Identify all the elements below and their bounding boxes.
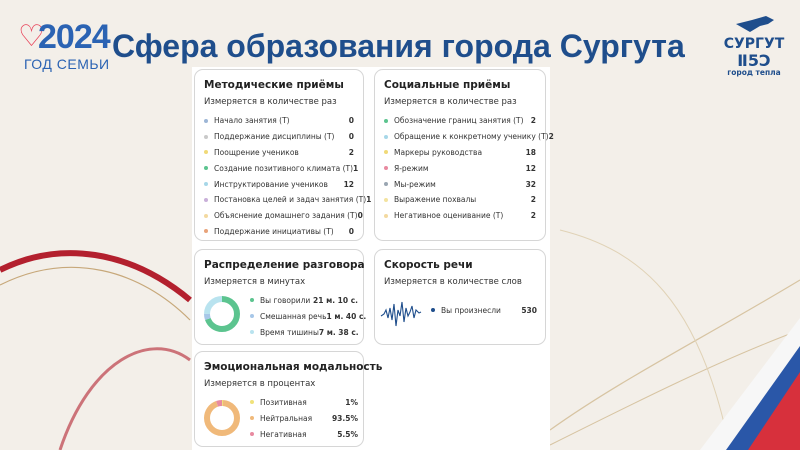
- item-label: Негативная: [260, 429, 307, 439]
- legend-dot: [384, 119, 388, 123]
- legend-dot: [250, 400, 254, 404]
- surgut-emblem-icon: [722, 14, 786, 70]
- dashboard-panel: [192, 67, 554, 450]
- list-item: [384, 176, 536, 192]
- card-title: Социальные приёмы: [384, 79, 511, 91]
- list-item: [384, 192, 536, 208]
- emotional-modality-card: [194, 351, 383, 447]
- speed-legend: [431, 302, 537, 318]
- list-item: [384, 113, 536, 129]
- item-value: 2: [530, 195, 536, 205]
- legend-dot: [384, 182, 388, 186]
- emotion-segment: [207, 403, 237, 433]
- item-label: Маркеры руководства: [394, 147, 483, 157]
- list-item: [204, 113, 354, 129]
- card-subtitle: Измеряется в минутах: [204, 277, 306, 287]
- list-item: [204, 176, 354, 192]
- legend-item: [250, 410, 358, 426]
- social-list: [384, 113, 554, 224]
- legend-dot: [250, 298, 254, 302]
- item-label: Время тишины: [260, 327, 319, 337]
- item-label: Поддержание дисциплины (Т): [214, 132, 335, 142]
- item-label: Вы говорили: [260, 295, 311, 305]
- svg-text:Ⅱ5Ɔ: Ⅱ5Ɔ: [737, 51, 771, 70]
- legend-dot: [204, 182, 208, 186]
- card-subtitle: Измеряется в процентах: [204, 379, 316, 389]
- card-title: Скорость речи: [384, 259, 473, 271]
- item-label: Позитивная: [260, 397, 307, 407]
- logo-year: 2024: [38, 18, 110, 56]
- item-value: 93.5%: [331, 413, 358, 423]
- legend-dot: [384, 135, 388, 139]
- legend-item: [250, 426, 358, 442]
- item-value: 12: [525, 163, 536, 173]
- card-subtitle: Измеряется в количестве раз: [204, 97, 337, 107]
- item-value: 530: [521, 305, 537, 315]
- city-logo: [722, 14, 786, 78]
- legend-dot: [384, 150, 388, 154]
- card-title: Распределение разговора: [204, 259, 365, 271]
- item-label: Обращение к конкретному ученику (Т): [394, 132, 549, 142]
- list-item: [384, 160, 536, 176]
- heart-icon: ♡: [18, 19, 45, 54]
- item-value: 2: [530, 116, 536, 126]
- list-item: [204, 192, 372, 208]
- item-value: 12: [343, 179, 354, 189]
- legend-dot: [250, 432, 254, 436]
- legend-dot: [250, 314, 254, 318]
- item-label: Смешанная речь: [260, 311, 327, 321]
- legend-item: [250, 394, 358, 410]
- legend-dot: [204, 214, 208, 218]
- item-value: 2: [548, 132, 554, 142]
- item-label: Я-режим: [394, 163, 429, 173]
- legend-dot: [204, 229, 208, 233]
- item-value: 7 м. 38 с.: [318, 327, 359, 337]
- item-label: Объяснение домашнего задания (Т): [214, 211, 358, 221]
- legend-item: [250, 292, 358, 308]
- methodic-techniques-card: [194, 69, 372, 241]
- list-item: [384, 208, 536, 224]
- speech-waveform-icon: [381, 296, 421, 330]
- item-label: Создание позитивного климата (Т): [214, 163, 354, 173]
- methodic-list: [204, 113, 372, 239]
- item-value: 1: [366, 195, 372, 205]
- page-title: Сфера образования города Сургута: [112, 28, 685, 64]
- card-title: Эмоциональная модальность: [204, 361, 383, 373]
- city-logo-caption: город тепла: [727, 68, 781, 77]
- item-value: 0: [348, 226, 354, 236]
- list-item: [384, 129, 554, 145]
- item-label: Начало занятия (Т): [214, 116, 290, 126]
- item-value: 5.5%: [337, 429, 358, 439]
- year-of-family-logo: [18, 18, 110, 74]
- talk-distribution-card: [194, 249, 367, 345]
- legend-dot: [204, 198, 208, 202]
- legend-dot: [250, 330, 254, 334]
- item-value: 21 м. 10 с.: [313, 295, 358, 305]
- legend-item: [250, 308, 367, 324]
- legend-dot: [431, 308, 435, 312]
- svg-text:СУРГУТ: СУРГУТ: [723, 36, 785, 52]
- list-item: [204, 129, 354, 145]
- legend-dot: [250, 416, 254, 420]
- item-value: 32: [525, 179, 536, 189]
- item-value: 1 м. 40 с.: [326, 311, 367, 321]
- card-subtitle: Измеряется в количестве раз: [384, 97, 517, 107]
- item-value: 2: [348, 147, 354, 157]
- item-label: Негативное оценивание (Т): [394, 211, 504, 221]
- legend-item: [250, 324, 358, 340]
- list-item: [204, 208, 363, 224]
- legend-item: [431, 302, 537, 318]
- item-value: 0: [348, 132, 354, 142]
- item-value: 1%: [345, 397, 358, 407]
- emotion-legend: [250, 394, 358, 442]
- emotional-modality-donut: [202, 398, 242, 438]
- item-value: 0: [357, 211, 363, 221]
- legend-dot: [384, 166, 388, 170]
- item-label: Вы произнесли: [441, 305, 501, 315]
- item-label: Обозначение границ занятия (Т): [394, 116, 524, 126]
- item-label: Поддержание инициативы (Т): [214, 226, 334, 236]
- legend-dot: [204, 166, 208, 170]
- legend-dot: [384, 214, 388, 218]
- legend-dot: [204, 119, 208, 123]
- item-value: 18: [525, 147, 536, 157]
- list-item: [204, 145, 354, 161]
- legend-dot: [204, 150, 208, 154]
- distribution-legend: [250, 292, 367, 340]
- legend-dot: [204, 135, 208, 139]
- social-techniques-card: [374, 69, 554, 241]
- item-label: Постановка целей и задач занятия (Т): [214, 195, 367, 205]
- list-item: [384, 145, 536, 161]
- list-item: [204, 224, 354, 240]
- item-value: 1: [353, 163, 359, 173]
- speech-speed-card: [374, 249, 546, 345]
- card-subtitle: Измеряется в количестве слов: [384, 277, 522, 287]
- talk-distribution-donut: [202, 294, 242, 334]
- legend-dot: [384, 198, 388, 202]
- item-label: Поощрение учеников: [214, 147, 299, 157]
- item-value: 0: [348, 116, 354, 126]
- item-label: Инструктирование учеников: [214, 179, 328, 189]
- item-label: Нейтральная: [260, 413, 313, 423]
- list-item: [204, 160, 359, 176]
- logo-caption: ГОД СЕМЬИ: [24, 56, 110, 72]
- card-title: Методические приёмы: [204, 79, 344, 91]
- item-value: 2: [530, 211, 536, 221]
- item-label: Мы-режим: [394, 179, 436, 189]
- item-label: Выражение похвалы: [394, 195, 477, 205]
